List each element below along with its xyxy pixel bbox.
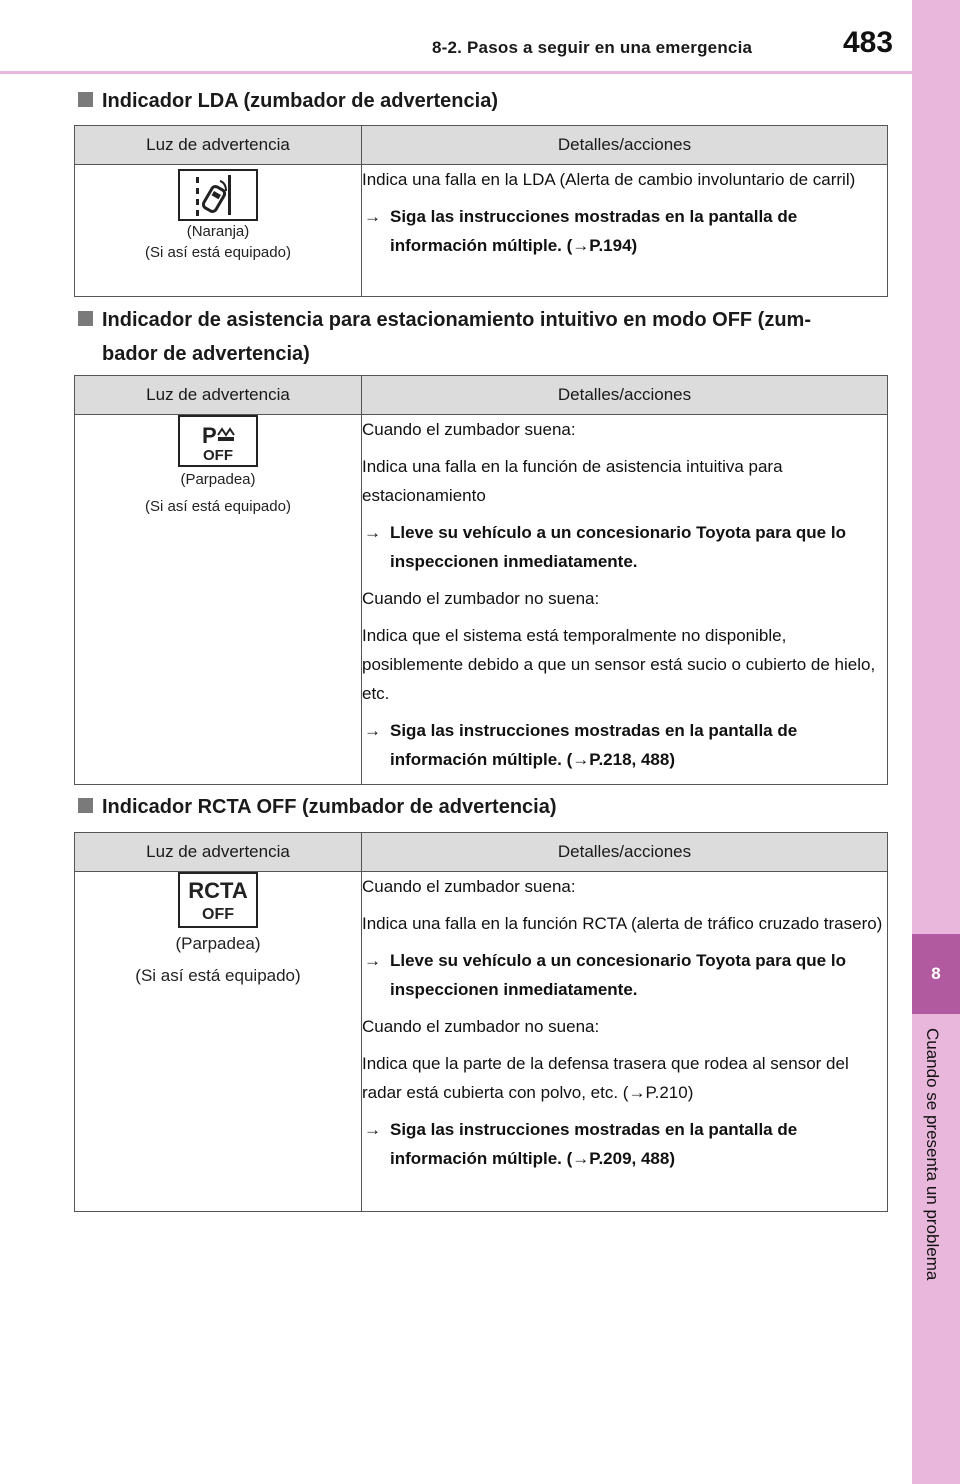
bullet-square-icon <box>78 92 93 107</box>
svg-text:OFF: OFF <box>203 447 233 464</box>
detail-text: Indica una falla en la función RCTA (alerta de tráfico cruzado trasero) <box>362 914 883 933</box>
page-reference[interactable]: P.210) <box>645 1083 694 1102</box>
arrow-right-icon: → <box>364 207 381 226</box>
detail-action: → Lleve su vehículo a un concesionario Toyota para que lo inspeccionen inmediatamente. <box>362 518 887 576</box>
detail-text: Indica que el sistema está temporalmente no disponible, posiblemente debido a que un sensor está sucio o cubierto de hielo, etc. <box>362 626 876 703</box>
svg-text:RCTA: RCTA <box>188 878 248 903</box>
details-cell <box>362 872 888 1212</box>
bullet-square-icon <box>78 311 93 326</box>
arrow-right-icon: → <box>572 1149 590 1168</box>
arrow-right-icon: → <box>572 750 590 769</box>
detail-action: → Siga las instrucciones mostradas en la pantalla de información múltiple. (→P.209, 488) <box>362 1115 887 1173</box>
arrow-right-icon: → <box>364 523 381 542</box>
chapter-side-label: Cuando se presenta un problema <box>923 1028 942 1281</box>
page-reference[interactable]: P.194) <box>589 236 638 255</box>
detail-text: Indica una falla en la función de asistencia intuitiva para estacionamiento <box>362 457 783 505</box>
light-color-label: (Parpadea) <box>180 471 256 488</box>
parking-assist-off-icon <box>178 415 258 467</box>
detail-text: Cuando el zumbador suena: <box>362 420 576 439</box>
light-color-label: (Parpadea) <box>175 934 261 953</box>
svg-text:P: P <box>202 423 217 448</box>
detail-text: Indica una falla en la LDA (Alerta de cambio involuntario de carril) <box>362 170 856 189</box>
section-title-rcta: Indicador RCTA OFF (zumbador de advertencia) <box>78 790 892 824</box>
detail-action: → Lleve su vehículo a un concesionario Toyota para que lo inspeccionen inmediatamente. <box>362 946 887 1004</box>
column-header-details: Detalles/acciones <box>362 126 888 165</box>
section-header-title: 8-2. Pasos a seguir en una emergencia <box>432 38 753 57</box>
section-title-parking-assist: Indicador de asistencia para estacionamiento intuitivo en modo OFF (zum- bador de advertencia) <box>78 303 892 371</box>
arrow-right-icon: → <box>364 951 381 970</box>
lane-departure-icon <box>178 169 258 221</box>
details-cell <box>362 165 888 297</box>
page-number: 483 <box>843 26 894 59</box>
svg-text:OFF: OFF <box>202 906 234 923</box>
detail-action: → Siga las instrucciones mostradas en la pantalla de información múltiple. (→P.218, 488) <box>362 716 887 774</box>
equipped-note: (Si así está equipado) <box>135 966 301 985</box>
arrow-right-icon: → <box>572 236 590 255</box>
arrow-right-icon: → <box>364 721 381 740</box>
header-rule <box>0 71 912 74</box>
page-reference[interactable]: P.209, 488) <box>589 1149 676 1168</box>
details-cell <box>362 415 888 785</box>
bullet-square-icon <box>78 798 93 813</box>
column-header-details: Detalles/acciones <box>362 833 888 872</box>
arrow-right-icon: → <box>628 1083 646 1102</box>
column-header-light: Luz de advertencia <box>75 833 362 872</box>
column-header-light: Luz de advertencia <box>75 126 362 165</box>
detail-text: Indica que la parte de la defensa trasera que rodea al sensor del radar está cubierta con polvo, etc. (→P.210) <box>362 1054 849 1102</box>
rcta-warning-table <box>74 832 888 1212</box>
page-reference[interactable]: P.218, 488) <box>589 750 676 769</box>
column-header-light: Luz de advertencia <box>75 376 362 415</box>
chapter-number-badge: 8 <box>912 934 960 1014</box>
detail-text: Cuando el zumbador suena: <box>362 877 576 896</box>
parking-assist-warning-table <box>74 375 888 785</box>
column-header-details: Detalles/acciones <box>362 376 888 415</box>
warning-light-cell <box>75 415 362 785</box>
arrow-right-icon: → <box>364 1120 381 1139</box>
detail-action: → Siga las instrucciones mostradas en la pantalla de información múltiple. (→P.194) <box>362 202 887 260</box>
detail-text: Cuando el zumbador no suena: <box>362 589 600 608</box>
rcta-off-icon <box>178 872 258 928</box>
section-title-lda: Indicador LDA (zumbador de advertencia) <box>78 84 892 118</box>
warning-light-cell <box>75 872 362 1212</box>
equipped-note: (Si así está equipado) <box>145 498 291 515</box>
warning-light-cell <box>75 165 362 297</box>
light-color-label: (Naranja) <box>186 223 250 240</box>
equipped-note: (Si así está equipado) <box>145 244 291 261</box>
lda-warning-table <box>74 125 888 297</box>
detail-text: Cuando el zumbador no suena: <box>362 1017 600 1036</box>
